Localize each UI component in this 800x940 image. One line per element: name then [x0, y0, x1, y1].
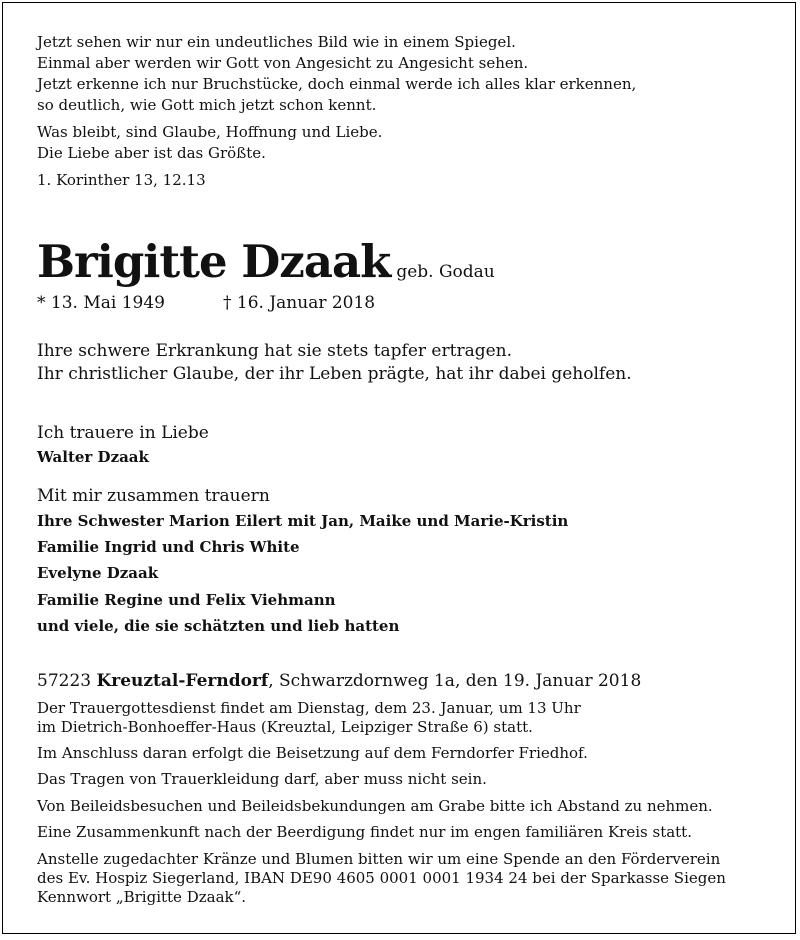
- verse-line: Jetzt sehen wir nur ein undeutliches Bild wie in einem Spiegel.: [37, 33, 516, 51]
- info-line: Kennwort „Brigitte Dzaak“.: [37, 888, 247, 906]
- birth-date: * 13. Mai 1949: [37, 293, 165, 313]
- info-line: Der Trauergottesdienst findet am Dienstag, dem 23. Januar, um 13 Uhr: [37, 699, 581, 717]
- tribute-line: Ihre schwere Erkrankung hat sie stets tapfer ertragen.: [37, 341, 513, 361]
- deceased-heading: [37, 235, 495, 288]
- info-line: im Dietrich-Bonhoeffer-Haus (Kreuztal, Leipziger Straße 6) statt.: [37, 718, 533, 736]
- info-line: Eine Zusammenkunft nach der Beerdigung findet nur im engen familiären Kreis statt.: [37, 823, 692, 841]
- info-line: Im Anschluss daran erfolgt die Beisetzung auf dem Ferndorfer Friedhof.: [37, 744, 588, 762]
- info-line: Anstelle zugedachter Kränze und Blumen bitten wir um eine Spende an den Förderverein: [37, 850, 721, 868]
- mourners-with-intro: Mit mir zusammen trauern: [37, 486, 270, 506]
- info-line: Das Tragen von Trauerkleidung darf, aber muss nicht sein.: [37, 770, 487, 788]
- address-city: Kreuztal-Ferndorf: [96, 671, 269, 691]
- tribute-line: Ihr christlicher Glaube, der ihr Leben prägte, hat ihr dabei geholfen.: [37, 364, 632, 384]
- mourners-intro: Ich trauere in Liebe: [37, 423, 209, 443]
- address-line: [37, 671, 641, 691]
- maiden-name: geb. Godau: [396, 262, 495, 282]
- address-zip: 57223: [37, 671, 97, 691]
- verse-reference: 1. Korinther 13, 12.13: [37, 171, 206, 189]
- death-date: † 16. Januar 2018: [223, 293, 376, 313]
- obituary-notice: [2, 2, 796, 934]
- mourner-line: Evelyne Dzaak: [37, 564, 159, 582]
- verse-line: Was bleibt, sind Glaube, Hoffnung und Liebe.: [37, 123, 383, 141]
- verse-line: so deutlich, wie Gott mich jetzt schon kennt.: [37, 96, 377, 114]
- deceased-name: Brigitte Dzaak: [37, 235, 391, 288]
- mourner-line: Familie Ingrid und Chris White: [37, 538, 300, 556]
- info-line: des Ev. Hospiz Siegerland, IBAN DE90 4605 0001 0001 1934 24 bei der Sparkasse Siegen: [37, 869, 726, 887]
- verse-line: Die Liebe aber ist das Größte.: [37, 144, 266, 162]
- mourner-line: Ihre Schwester Marion Eilert mit Jan, Maike und Marie-Kristin: [37, 512, 569, 530]
- mourner-line: und viele, die sie schätzten und lieb hatten: [37, 617, 400, 635]
- address-rest: , Schwarzdornweg 1a, den 19. Januar 2018: [268, 671, 642, 691]
- mourner-line: Familie Regine und Felix Viehmann: [37, 591, 336, 609]
- info-line: Von Beileidsbesuchen und Beileidsbekundungen am Grabe bitte ich Abstand zu nehmen.: [37, 797, 713, 815]
- spouse-name: Walter Dzaak: [37, 448, 149, 466]
- verse-line: Jetzt erkenne ich nur Bruchstücke, doch einmal werde ich alles klar erkennen,: [37, 75, 637, 93]
- verse-line: Einmal aber werden wir Gott von Angesicht zu Angesicht sehen.: [37, 54, 529, 72]
